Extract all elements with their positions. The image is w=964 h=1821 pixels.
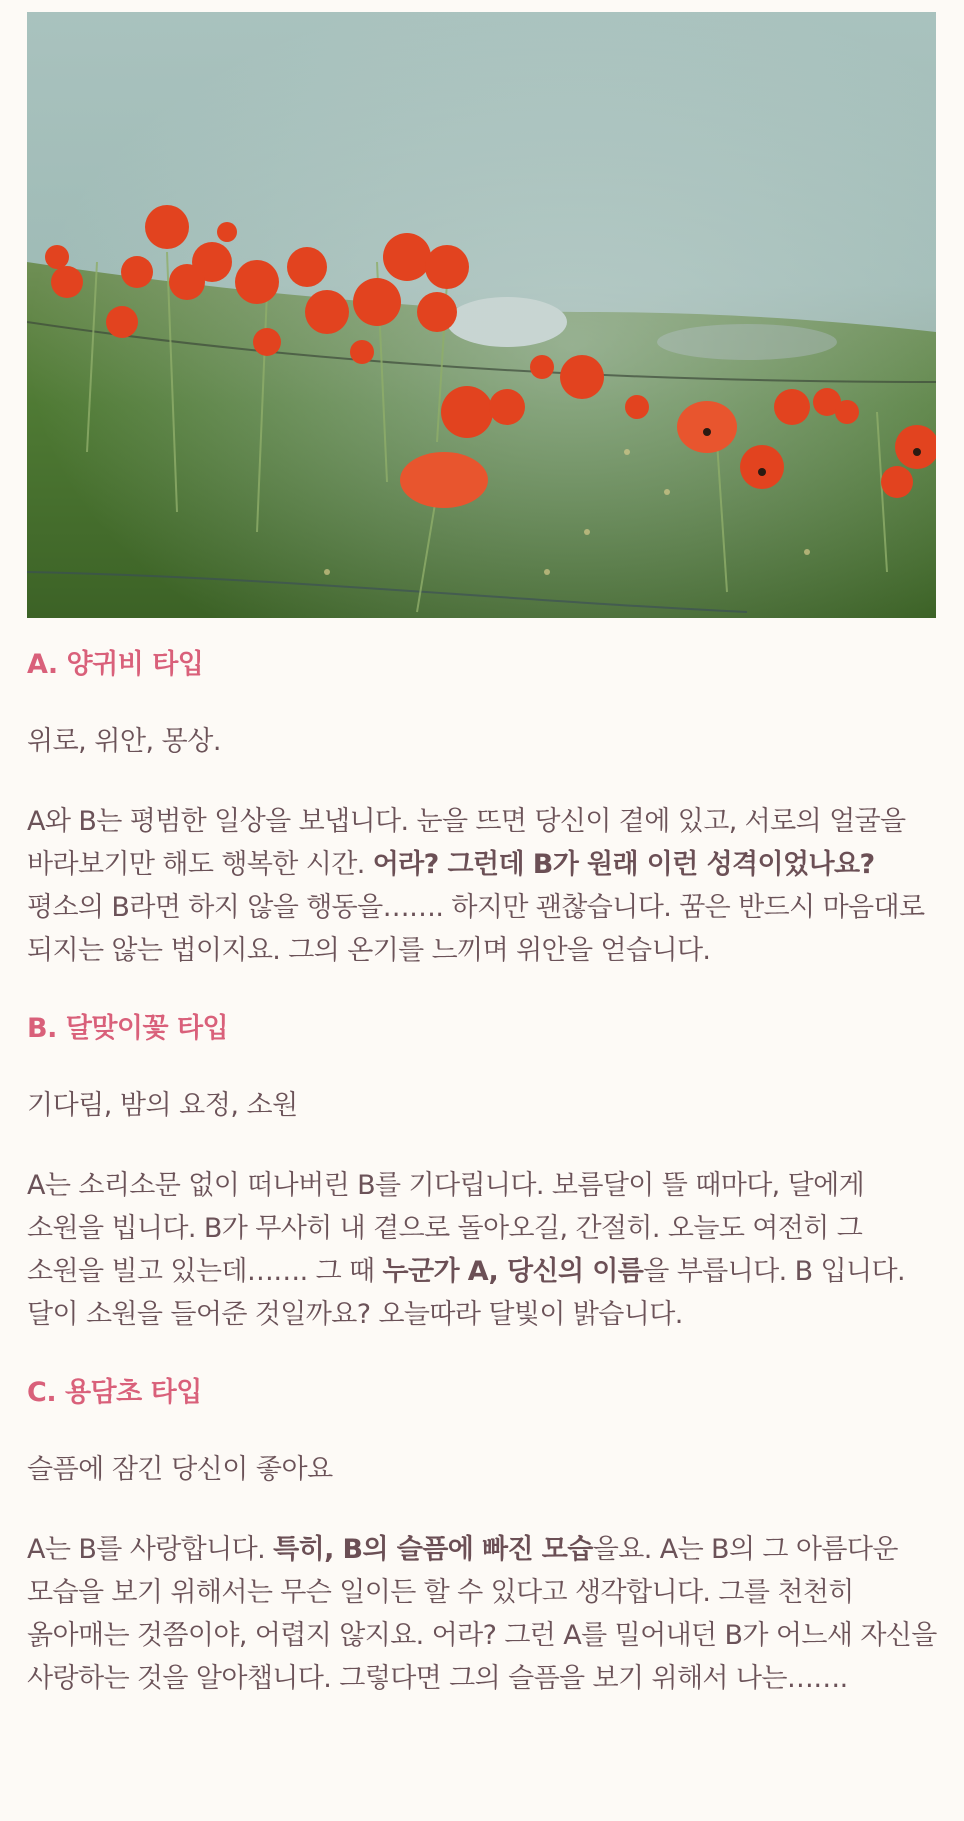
section-b-paragraph [27,1164,939,1336]
section-a-title: A. 양귀비 타입 [27,649,204,680]
section-a-text-2: 평소의 B라면 하지 않을 행동을……. 하지만 괜찮습니다. 꿈은 반드시 마음대로 되지는 않는 법이지요. 그의 온기를 느끼며 위안을 얻습니다. [27,892,925,966]
section-c-keywords: 슬픔에 잠긴 당신이 좋아요 [27,1454,333,1485]
section-b-keywords: 기다림, 밤의 요정, 소원 [27,1090,298,1121]
section-c-text-2: 을요. A는 B의 그 아름다운 모습을 보기 위해서는 무슨 일이든 할 수 있다고 생각합니다. 그를 천천히 옭아매는 것쯤이야, 어렵지 않지요. 어라? 그런 A를 밀어내던 B가 어느새 자신을 사랑하는 것을 알아챕니다. 그렇다면 그의 슬픔을 보기 위해서 나는……. [27,1534,937,1694]
article-body [27,645,939,1700]
section-c-text-1: A는 B를 사랑합니다. [27,1534,274,1565]
section-c-title: C. 용담초 타입 [27,1377,202,1408]
section-c-paragraph [27,1528,939,1700]
section-b-highlight: 누군가 A, 당신의 이름 [382,1256,644,1287]
poppy-field-illustration [27,12,936,618]
section-a-highlight: 어라? 그런데 B가 원래 이런 성격이었나요? [372,849,875,880]
section-a-keywords: 위로, 위안, 몽상. [27,726,221,757]
section-a-text-1: A와 B는 평범한 일상을 보냅니다. 눈을 뜨면 당신이 곁에 있고, 서로의 얼굴을 바라보기만 해도 행복한 시간. [27,806,906,880]
section-a-paragraph [27,800,939,972]
section-b-text-2: 을 부릅니다. B 입니다. 달이 소원을 들어준 것일까요? 오늘따라 달빛이 밝습니다. [27,1256,905,1330]
section-b-title: B. 달맞이꽃 타입 [27,1013,229,1044]
section-c-highlight: 특히, B의 슬픔에 빠진 모습 [273,1534,593,1565]
section-b-text-1: A는 소리소문 없이 떠나버린 B를 기다립니다. 보름달이 뜰 때마다, 달에게 소원을 빕니다. B가 무사히 내 곁으로 돌아오길, 간절히. 오늘도 여전히 그 소원을 빌고 있는데……. 그 때 [27,1170,865,1287]
hero-image [27,12,936,618]
